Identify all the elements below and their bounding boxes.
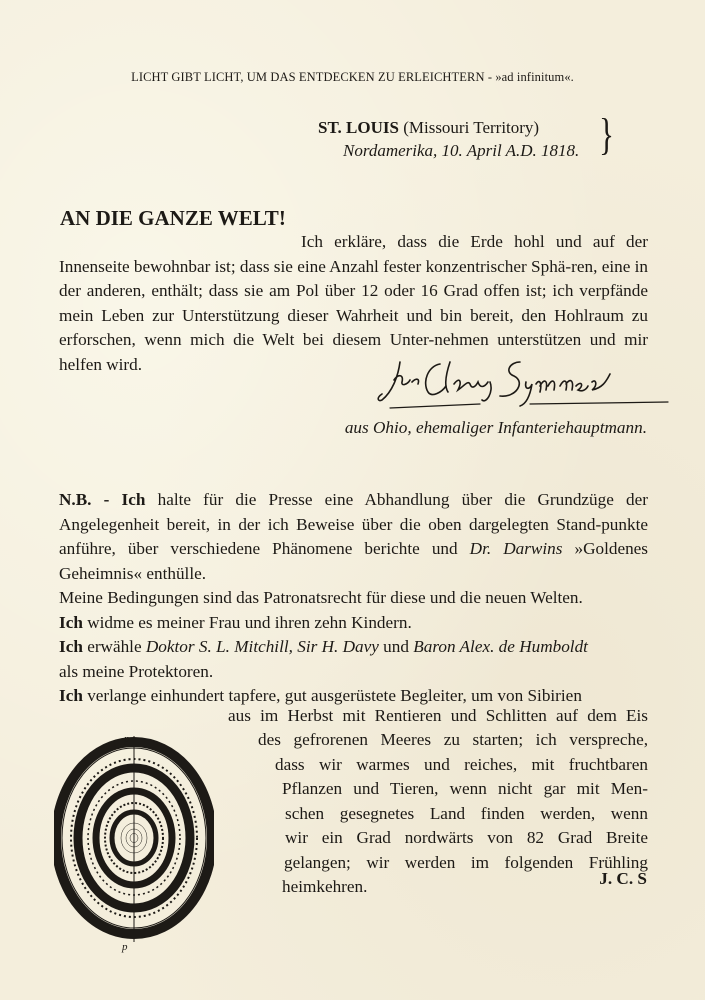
motto xyxy=(0,70,705,85)
nb-paragraph-5: Ich verlange einhundert tapfere, gut ausgerüstete Begleiter, um von Sibirien xyxy=(59,686,582,705)
motto-latin: »ad infinitum«. xyxy=(495,70,574,84)
wrapped-line: aus im Herbst mit Rentieren und Schlitten auf dem Eis xyxy=(228,706,648,725)
motto-caps: LICHT GIBT LICHT, UM DAS ENTDECKEN ZU ERLEICHTERN - xyxy=(131,70,496,84)
declaration-text: Ich erkläre, dass die Erde hohl und auf der Innenseite bewohnbar ist; dass sie eine Anzahl fester konzentrischer Sphä-ren, eine in der anderen, enthält; dass sie am Pol über 12 oder 16 Grad offen ist; ich verpfände mein Leben zur Unterstützung dieser Wahrheit und bin bereit, den Hohlraum zu erforschen, wenn mich die Welt bei diesem Unter-nehmen unterstützen und mir helfen wird. xyxy=(59,232,648,374)
nb-paragraph-2: Meine Bedingungen sind das Patronatsrecht für diese und die neuen Welten. xyxy=(59,588,583,607)
nb-section xyxy=(59,488,648,709)
place-city: ST. LOUIS xyxy=(318,118,399,137)
place-territory: (Missouri Territory) xyxy=(398,118,540,137)
page-heading: AN DIE GANZE WELT! xyxy=(60,206,286,230)
wrapped-line: dass wir warmes und reiches, mit fruchtbaren xyxy=(275,755,648,774)
wrapped-line: Pflanzen und Tieren, wenn nicht gar mit Men- xyxy=(282,779,648,798)
signature-subtitle: aus Ohio, ehemaliger Infanteriehauptmann. xyxy=(344,418,647,437)
nb-label: N.B. - xyxy=(59,490,122,509)
concentric-spheres-illustration xyxy=(54,716,214,956)
initials: J. C. S xyxy=(599,869,647,888)
nb-paragraph-4: Ich erwähle Doktor S. L. Mitchill, Sir H. Davy und Baron Alex. de Humboldt als meine Protektoren. xyxy=(59,637,588,681)
signature-image xyxy=(370,352,670,412)
nb-paragraph-3: Ich widme es meiner Frau und ihren zehn Kindern. xyxy=(59,612,412,632)
nb-paragraph-1: N.B. - Ich halte für die Presse eine Abhandlung über die Grundzüge der Angelegenheit bereit, in der ich Beweise über die oben dargelegten Stand-punkte anführe, über verschiedene Phänomene berichte und Dr. Darwins »Goldenes Geheimnis« enthülle. xyxy=(59,490,648,583)
wrapped-line: des gefrorenen Meeres zu starten; ich verspreche, xyxy=(258,730,648,749)
wrapped-line: schen gesegnetes Land finden werden, wenn xyxy=(285,804,648,823)
pole-label-top: p xyxy=(124,733,130,745)
place-date: Nordamerika, 10. April A.D. 1818. xyxy=(343,141,580,160)
wrapped-line: heimkehren. xyxy=(282,877,368,896)
pole-label-bottom: p xyxy=(122,941,128,953)
wrapped-line: gelangen; wir werden im folgenden Frühling xyxy=(284,853,648,872)
place-date-block xyxy=(315,116,615,162)
wrapped-line: wir ein Grad nordwärts von 82 Grad Breite xyxy=(285,828,648,847)
brace-symbol: } xyxy=(599,110,614,159)
